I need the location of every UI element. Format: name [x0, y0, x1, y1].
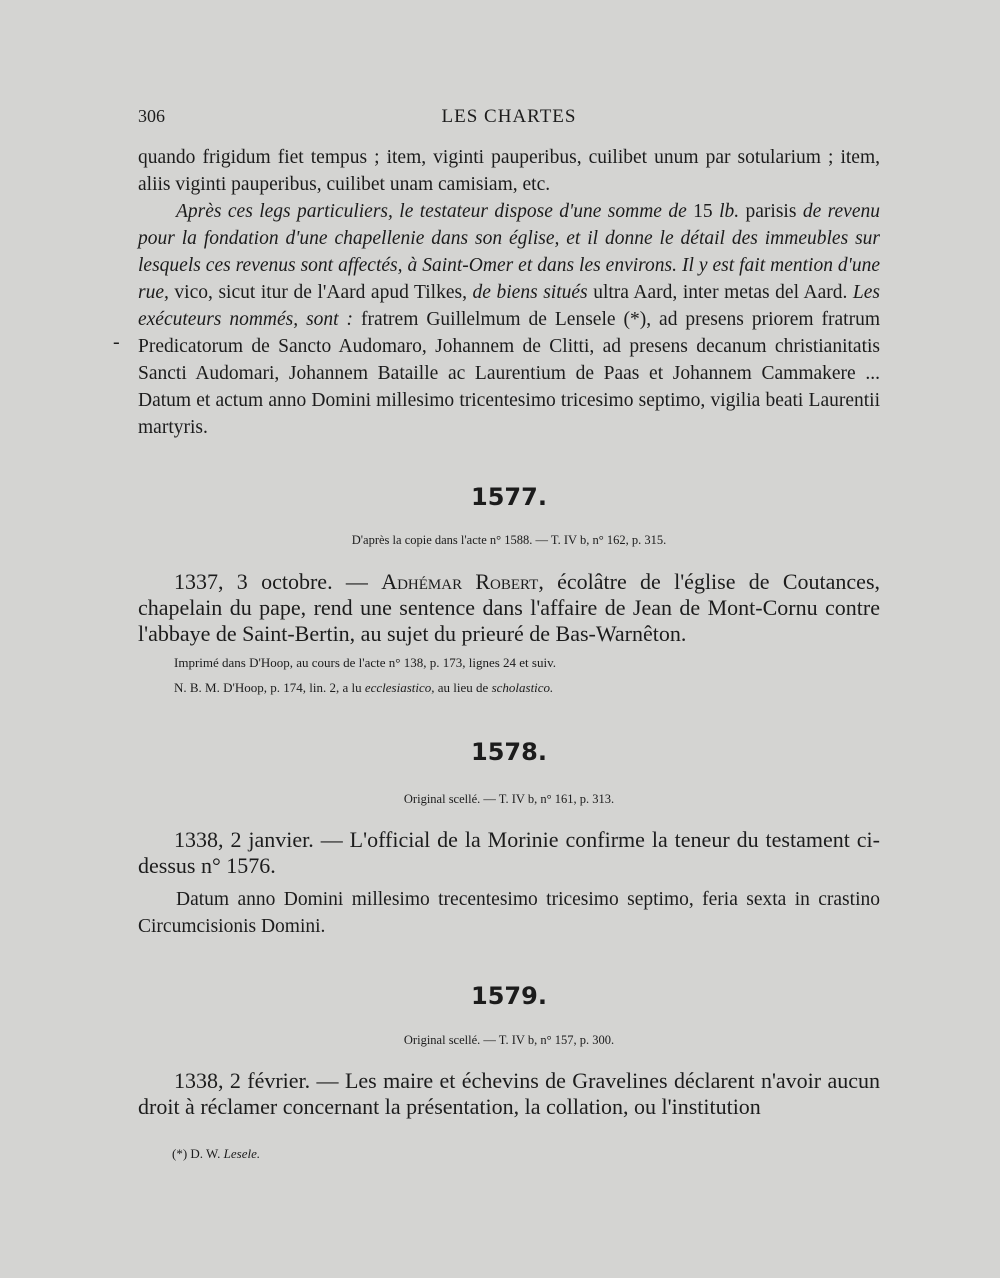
- continued-text: [138, 144, 880, 441]
- charter-source-1577: D'après la copie dans l'acte n° 1588. — T. IV b, n° 162, p. 315.: [351, 533, 667, 547]
- nb-text: au lieu de: [434, 680, 492, 695]
- charter-date: 1337, 3 octobre.: [174, 569, 333, 594]
- charter-date: 1338, 2 janvier.: [174, 827, 314, 852]
- charter-summary-1577: [138, 569, 880, 647]
- roman-span: parisis: [739, 201, 803, 222]
- page-header: [138, 106, 880, 136]
- roman-span: 15: [686, 201, 720, 222]
- charter-date: 1338, 2 février.: [174, 1068, 311, 1093]
- dash: —: [310, 1068, 345, 1093]
- italic-span: de biens situés: [472, 282, 588, 303]
- roman-span: fratrem Guillelmum de Lensele (*), ad presens priorem fratrum Predicatorum de Sancto Audomaro, Johannem de Clitti, ad presens decanum christianitatis Sancti Audomari, Johannem Bataille ac Laurentium de Paas et Johannem Cammakere ... Datum et actum anno Domini millesimo tricentesimo tricesimo septimo, vigilia beati Laurentii martyris.: [138, 309, 880, 438]
- charter-number-1578: 1578.: [471, 738, 547, 766]
- charter-number-1579: 1579.: [471, 982, 547, 1010]
- print-note-1577: Imprimé dans D'Hoop, au cours de l'acte n° 138, p. 173, lignes 24 et suiv.: [174, 655, 556, 670]
- summary-text: Les maire et échevins de Gravelines déclarent n'avoir aucun droit à réclamer concernant la présentation, la collation, ou l'institution: [138, 1068, 881, 1119]
- roman-span: ultra Aard, inter metas del Aard.: [587, 282, 853, 303]
- charter-source-1579: Original scellé. — T. IV b, n° 157, p. 300.: [403, 1033, 615, 1047]
- charter-summary-1578: [138, 827, 880, 879]
- summary-text: , écolâtre de l'église de Coutances, chapelain du pape, rend une sentence dans l'affaire de Jean de Mont-Cornu contre l'abbaye de Saint-Bertin, au sujet du prieuré de Bas-Warnêton.: [138, 569, 881, 646]
- nb-italic: ecclesiastico,: [364, 680, 435, 695]
- italic-span: Après ces legs particuliers, le testateur dispose d'une somme de: [176, 201, 687, 222]
- latin-text: Datum anno Domini millesimo trecentesimo tricesimo septimo, feria sexta in crastino Circumcisionis Domini.: [138, 889, 880, 937]
- charter-number-1577: 1577.: [471, 483, 547, 511]
- italic-span: Les exécuteurs nommés, sont :: [138, 282, 881, 330]
- margin-mark: -: [113, 331, 120, 353]
- charter-summary-1579: [138, 1068, 880, 1120]
- dash: —: [332, 569, 382, 594]
- footnote: [172, 1146, 260, 1162]
- summary-text: L'official de la Morinie confirme la teneur du testament ci-dessus n° 1576.: [138, 827, 880, 878]
- charter-source-1578: Original scellé. — T. IV b, n° 161, p. 313.: [403, 792, 615, 806]
- roman-span: vico, sicut itur de l'Aard apud Tilkes,: [168, 282, 473, 303]
- italic-span: de revenu pour la fondation d'une chapellenie dans son église, et il donne le détail des immeubles sur lesquels ces revenus sont affectés, à Saint-Omer et dans les environs. Il y est fait mention d'une rue,: [138, 201, 880, 303]
- page-number: 306: [138, 106, 165, 126]
- nb-note-1577: [174, 680, 880, 696]
- footnote-text: Lesele.: [223, 1146, 261, 1161]
- italic-span: lb.: [719, 201, 740, 222]
- charter-text-1578: [138, 886, 880, 940]
- paragraph-chapellenie: [138, 198, 880, 441]
- dash: —: [313, 827, 350, 852]
- nb-italic: scholastico.: [491, 680, 554, 695]
- footnote-mark: (*) D. W.: [172, 1146, 224, 1161]
- running-title: LES CHARTES: [441, 106, 577, 127]
- paragraph-bequests: quando frigidum fiet tempus ; item, viginti pauperibus, cuilibet unum par sotularium ; item, aliis viginti pauperibus, cuilibet unam camisiam, etc.: [138, 147, 880, 195]
- person-name: Adhémar Robert: [381, 569, 539, 594]
- nb-text: N. B. M. D'Hoop, p. 174, lin. 2, a lu: [174, 680, 365, 695]
